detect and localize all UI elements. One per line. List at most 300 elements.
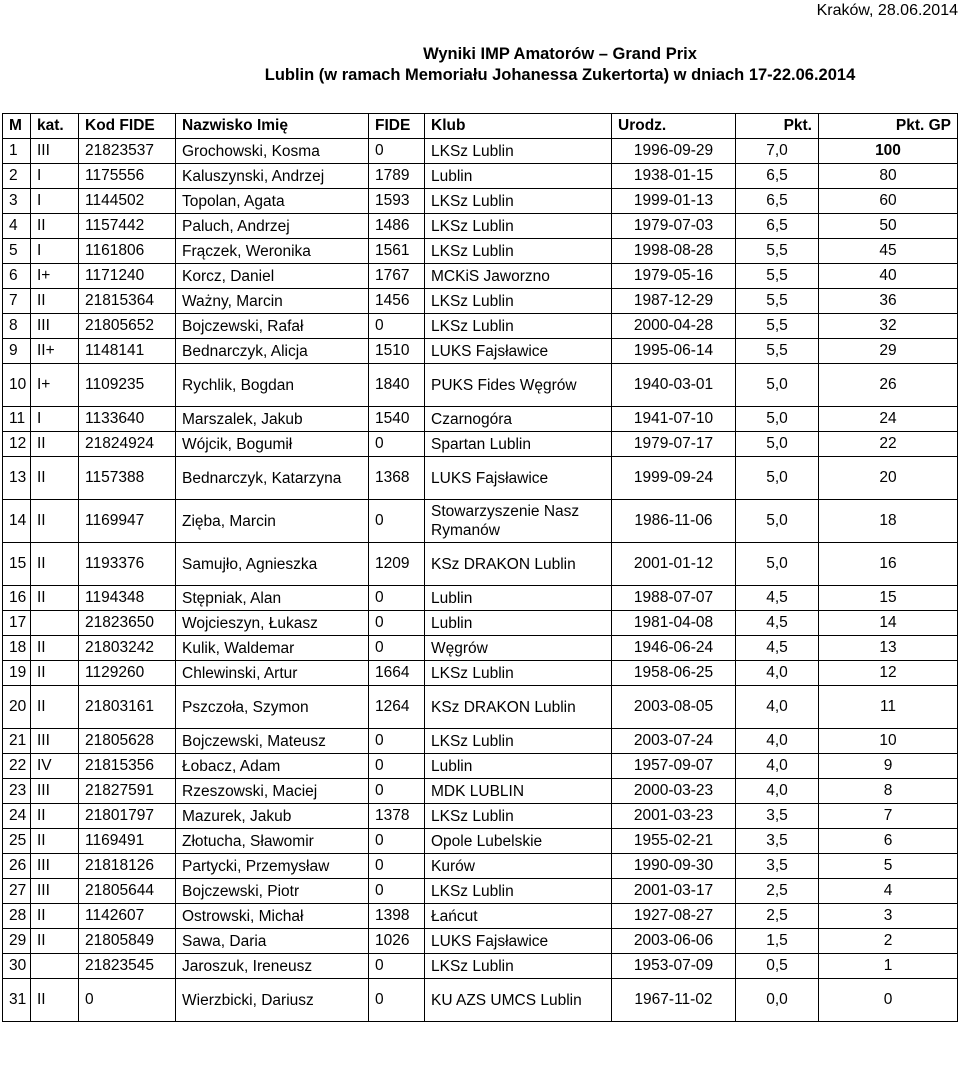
fide-id-cell: 1109235 bbox=[79, 364, 176, 407]
fide-id-cell: 1144502 bbox=[79, 189, 176, 214]
gp-points-cell: 20 bbox=[819, 457, 958, 500]
points-cell: 4,0 bbox=[736, 779, 819, 804]
birth-date-cell: 2001-01-12 bbox=[612, 543, 736, 586]
points-cell: 6,5 bbox=[736, 164, 819, 189]
birth-date-cell: 2003-08-05 bbox=[612, 686, 736, 729]
points-cell: 3,5 bbox=[736, 804, 819, 829]
table-row bbox=[3, 636, 958, 661]
club-cell: LUKS Fajsławice bbox=[425, 457, 612, 500]
fide-rating-cell: 0 bbox=[369, 729, 425, 754]
gp-points-cell: 15 bbox=[819, 586, 958, 611]
category-cell: IV bbox=[31, 754, 79, 779]
place-cell: 24 bbox=[3, 804, 31, 829]
fide-id-cell: 21823650 bbox=[79, 611, 176, 636]
category-cell: II bbox=[31, 457, 79, 500]
name-cell: Frączek, Weronika bbox=[176, 239, 369, 264]
club-cell: Lublin bbox=[425, 754, 612, 779]
club-cell: MDK LUBLIN bbox=[425, 779, 612, 804]
place-cell: 15 bbox=[3, 543, 31, 586]
gp-points-cell: 3 bbox=[819, 904, 958, 929]
fide-rating-cell: 0 bbox=[369, 500, 425, 543]
points-cell: 5,5 bbox=[736, 289, 819, 314]
fide-rating-cell: 1561 bbox=[369, 239, 425, 264]
place-cell: 7 bbox=[3, 289, 31, 314]
category-cell: II bbox=[31, 214, 79, 239]
table-row bbox=[3, 500, 958, 543]
birth-date-cell: 1958-06-25 bbox=[612, 661, 736, 686]
points-cell: 0,5 bbox=[736, 954, 819, 979]
birth-date-cell: 1938-01-15 bbox=[612, 164, 736, 189]
fide-rating-cell: 0 bbox=[369, 139, 425, 164]
points-cell: 2,5 bbox=[736, 879, 819, 904]
table-row bbox=[3, 586, 958, 611]
name-cell: Paluch, Andrzej bbox=[176, 214, 369, 239]
category-cell: II bbox=[31, 636, 79, 661]
header-name: Nazwisko Imię bbox=[176, 114, 369, 139]
club-cell: Opole Lubelskie bbox=[425, 829, 612, 854]
fide-id-cell: 21805628 bbox=[79, 729, 176, 754]
category-cell: I bbox=[31, 189, 79, 214]
fide-id-cell: 21801797 bbox=[79, 804, 176, 829]
category-cell: II bbox=[31, 543, 79, 586]
name-cell: Chlewinski, Artur bbox=[176, 661, 369, 686]
category-cell: II bbox=[31, 289, 79, 314]
table-row bbox=[3, 929, 958, 954]
birth-date-cell: 1927-08-27 bbox=[612, 904, 736, 929]
birth-date-cell: 1987-12-29 bbox=[612, 289, 736, 314]
fide-id-cell: 1161806 bbox=[79, 239, 176, 264]
fide-rating-cell: 0 bbox=[369, 586, 425, 611]
club-cell: LKSz Lublin bbox=[425, 139, 612, 164]
points-cell: 5,0 bbox=[736, 407, 819, 432]
table-row bbox=[3, 189, 958, 214]
place-cell: 8 bbox=[3, 314, 31, 339]
club-cell: LKSz Lublin bbox=[425, 879, 612, 904]
name-cell: Jaroszuk, Ireneusz bbox=[176, 954, 369, 979]
fide-id-cell: 21823537 bbox=[79, 139, 176, 164]
gp-points-cell: 24 bbox=[819, 407, 958, 432]
gp-points-cell: 16 bbox=[819, 543, 958, 586]
fide-rating-cell: 1209 bbox=[369, 543, 425, 586]
place-cell: 9 bbox=[3, 339, 31, 364]
birth-date-cell: 1957-09-07 bbox=[612, 754, 736, 779]
gp-points-cell: 9 bbox=[819, 754, 958, 779]
gp-points-cell: 2 bbox=[819, 929, 958, 954]
name-cell: Ważny, Marcin bbox=[176, 289, 369, 314]
table-row bbox=[3, 686, 958, 729]
category-cell: III bbox=[31, 779, 79, 804]
fide-id-cell: 21805849 bbox=[79, 929, 176, 954]
fide-id-cell: 21805652 bbox=[79, 314, 176, 339]
gp-points-cell: 4 bbox=[819, 879, 958, 904]
gp-points-cell: 100 bbox=[819, 139, 958, 164]
name-cell: Sawa, Daria bbox=[176, 929, 369, 954]
name-cell: Korcz, Daniel bbox=[176, 264, 369, 289]
table-row bbox=[3, 754, 958, 779]
gp-points-cell: 7 bbox=[819, 804, 958, 829]
table-row bbox=[3, 904, 958, 929]
gp-points-cell: 18 bbox=[819, 500, 958, 543]
table-row bbox=[3, 829, 958, 854]
name-cell: Topolan, Agata bbox=[176, 189, 369, 214]
place-cell: 12 bbox=[3, 432, 31, 457]
fide-id-cell: 21803161 bbox=[79, 686, 176, 729]
fide-rating-cell: 0 bbox=[369, 879, 425, 904]
fide-id-cell: 1171240 bbox=[79, 264, 176, 289]
birth-date-cell: 1967-11-02 bbox=[612, 979, 736, 1022]
gp-points-cell: 22 bbox=[819, 432, 958, 457]
birth-date-cell: 1996-09-29 bbox=[612, 139, 736, 164]
points-cell: 5,5 bbox=[736, 239, 819, 264]
place-cell: 11 bbox=[3, 407, 31, 432]
club-cell: LUKS Fajsławice bbox=[425, 929, 612, 954]
place-cell: 22 bbox=[3, 754, 31, 779]
name-cell: Marszalek, Jakub bbox=[176, 407, 369, 432]
fide-id-cell: 21818126 bbox=[79, 854, 176, 879]
club-cell: KSz DRAKON Lublin bbox=[425, 543, 612, 586]
table-row bbox=[3, 804, 958, 829]
fide-id-cell: 1169491 bbox=[79, 829, 176, 854]
fide-rating-cell: 1026 bbox=[369, 929, 425, 954]
fide-rating-cell: 0 bbox=[369, 314, 425, 339]
birth-date-cell: 1995-06-14 bbox=[612, 339, 736, 364]
birth-date-cell: 1988-07-07 bbox=[612, 586, 736, 611]
birth-date-cell: 1946-06-24 bbox=[612, 636, 736, 661]
category-cell: II bbox=[31, 500, 79, 543]
birth-date-cell: 1979-07-17 bbox=[612, 432, 736, 457]
club-cell: LKSz Lublin bbox=[425, 729, 612, 754]
points-cell: 7,0 bbox=[736, 139, 819, 164]
gp-points-cell: 6 bbox=[819, 829, 958, 854]
place-cell: 27 bbox=[3, 879, 31, 904]
category-cell: III bbox=[31, 139, 79, 164]
table-row bbox=[3, 854, 958, 879]
place-cell: 19 bbox=[3, 661, 31, 686]
fide-rating-cell: 0 bbox=[369, 432, 425, 457]
fide-rating-cell: 1368 bbox=[369, 457, 425, 500]
place-cell: 5 bbox=[3, 239, 31, 264]
category-cell: I+ bbox=[31, 364, 79, 407]
category-cell: II bbox=[31, 686, 79, 729]
fide-id-cell: 1157388 bbox=[79, 457, 176, 500]
place-cell: 30 bbox=[3, 954, 31, 979]
gp-points-cell: 26 bbox=[819, 364, 958, 407]
header-row bbox=[3, 114, 958, 139]
points-cell: 5,0 bbox=[736, 457, 819, 500]
club-cell: Węgrów bbox=[425, 636, 612, 661]
name-cell: Rychlik, Bogdan bbox=[176, 364, 369, 407]
title-line-1: Wyniki IMP Amatorów – Grand Prix bbox=[423, 45, 697, 63]
fide-rating-cell: 1664 bbox=[369, 661, 425, 686]
header-fide-id: Kod FIDE bbox=[79, 114, 176, 139]
name-cell: Kulik, Waldemar bbox=[176, 636, 369, 661]
points-cell: 3,5 bbox=[736, 854, 819, 879]
place-cell: 6 bbox=[3, 264, 31, 289]
points-cell: 4,0 bbox=[736, 729, 819, 754]
club-cell: Lublin bbox=[425, 611, 612, 636]
gp-points-cell: 80 bbox=[819, 164, 958, 189]
place-cell: 17 bbox=[3, 611, 31, 636]
table-row bbox=[3, 264, 958, 289]
name-cell: Rzeszowski, Maciej bbox=[176, 779, 369, 804]
header-club: Klub bbox=[425, 114, 612, 139]
name-cell: Łobacz, Adam bbox=[176, 754, 369, 779]
fide-id-cell: 21803242 bbox=[79, 636, 176, 661]
gp-points-cell: 11 bbox=[819, 686, 958, 729]
gp-points-cell: 40 bbox=[819, 264, 958, 289]
fide-id-cell: 1142607 bbox=[79, 904, 176, 929]
name-cell: Wierzbicki, Dariusz bbox=[176, 979, 369, 1022]
fide-rating-cell: 1540 bbox=[369, 407, 425, 432]
fide-id-cell: 1133640 bbox=[79, 407, 176, 432]
category-cell: II bbox=[31, 804, 79, 829]
birth-date-cell: 2003-07-24 bbox=[612, 729, 736, 754]
place-cell: 10 bbox=[3, 364, 31, 407]
name-cell: Ostrowski, Michał bbox=[176, 904, 369, 929]
table-row bbox=[3, 314, 958, 339]
table-row bbox=[3, 407, 958, 432]
name-cell: Bednarczyk, Katarzyna bbox=[176, 457, 369, 500]
gp-points-cell: 60 bbox=[819, 189, 958, 214]
birth-date-cell: 2000-04-28 bbox=[612, 314, 736, 339]
club-cell: LKSz Lublin bbox=[425, 214, 612, 239]
fide-rating-cell: 1486 bbox=[369, 214, 425, 239]
header-birth-date: Urodz. bbox=[612, 114, 736, 139]
points-cell: 5,5 bbox=[736, 314, 819, 339]
category-cell bbox=[31, 611, 79, 636]
points-cell: 4,5 bbox=[736, 586, 819, 611]
club-cell: Spartan Lublin bbox=[425, 432, 612, 457]
table-row bbox=[3, 729, 958, 754]
gp-points-cell: 10 bbox=[819, 729, 958, 754]
table-row bbox=[3, 779, 958, 804]
name-cell: Kaluszynski, Andrzej bbox=[176, 164, 369, 189]
fide-rating-cell: 0 bbox=[369, 611, 425, 636]
name-cell: Samujło, Agnieszka bbox=[176, 543, 369, 586]
birth-date-cell: 1986-11-06 bbox=[612, 500, 736, 543]
fide-id-cell: 21805644 bbox=[79, 879, 176, 904]
club-cell: KU AZS UMCS Lublin bbox=[425, 979, 612, 1022]
header-category: kat. bbox=[31, 114, 79, 139]
results-table bbox=[2, 113, 958, 1022]
name-cell: Bojczewski, Piotr bbox=[176, 879, 369, 904]
points-cell: 5,0 bbox=[736, 432, 819, 457]
category-cell: II bbox=[31, 929, 79, 954]
category-cell: II bbox=[31, 586, 79, 611]
header-points: Pkt. bbox=[736, 114, 819, 139]
gp-points-cell: 32 bbox=[819, 314, 958, 339]
points-cell: 6,5 bbox=[736, 214, 819, 239]
category-cell: I bbox=[31, 239, 79, 264]
table-row bbox=[3, 661, 958, 686]
points-cell: 3,5 bbox=[736, 829, 819, 854]
club-cell: Kurów bbox=[425, 854, 612, 879]
header-place: M bbox=[3, 114, 31, 139]
fide-id-cell: 21815356 bbox=[79, 754, 176, 779]
gp-points-cell: 45 bbox=[819, 239, 958, 264]
table-row bbox=[3, 543, 958, 586]
gp-points-cell: 29 bbox=[819, 339, 958, 364]
category-cell: II+ bbox=[31, 339, 79, 364]
results-body bbox=[3, 139, 958, 1022]
place-cell: 1 bbox=[3, 139, 31, 164]
club-cell: Łańcut bbox=[425, 904, 612, 929]
table-row bbox=[3, 457, 958, 500]
fide-rating-cell: 1398 bbox=[369, 904, 425, 929]
place-cell: 18 bbox=[3, 636, 31, 661]
points-cell: 4,0 bbox=[736, 661, 819, 686]
fide-rating-cell: 0 bbox=[369, 829, 425, 854]
birth-date-cell: 1940-03-01 bbox=[612, 364, 736, 407]
place-cell: 14 bbox=[3, 500, 31, 543]
birth-date-cell: 2001-03-23 bbox=[612, 804, 736, 829]
table-row bbox=[3, 611, 958, 636]
fide-rating-cell: 1789 bbox=[369, 164, 425, 189]
birth-date-cell: 1979-05-16 bbox=[612, 264, 736, 289]
table-row bbox=[3, 432, 958, 457]
table-row bbox=[3, 239, 958, 264]
table-row bbox=[3, 364, 958, 407]
points-cell: 0,0 bbox=[736, 979, 819, 1022]
gp-points-cell: 14 bbox=[819, 611, 958, 636]
table-row bbox=[3, 339, 958, 364]
category-cell: II bbox=[31, 661, 79, 686]
fide-rating-cell: 0 bbox=[369, 954, 425, 979]
points-cell: 5,0 bbox=[736, 364, 819, 407]
place-cell: 21 bbox=[3, 729, 31, 754]
gp-points-cell: 1 bbox=[819, 954, 958, 979]
category-cell: III bbox=[31, 879, 79, 904]
place-cell: 13 bbox=[3, 457, 31, 500]
fide-id-cell: 0 bbox=[79, 979, 176, 1022]
birth-date-cell: 1941-07-10 bbox=[612, 407, 736, 432]
place-date: Kraków, 28.06.2014 bbox=[816, 2, 958, 19]
name-cell: Partycki, Przemysław bbox=[176, 854, 369, 879]
table-row bbox=[3, 879, 958, 904]
fide-rating-cell: 1767 bbox=[369, 264, 425, 289]
club-cell: LKSz Lublin bbox=[425, 661, 612, 686]
club-cell: LKSz Lublin bbox=[425, 189, 612, 214]
table-row bbox=[3, 214, 958, 239]
table-row bbox=[3, 954, 958, 979]
birth-date-cell: 2000-03-23 bbox=[612, 779, 736, 804]
gp-points-cell: 36 bbox=[819, 289, 958, 314]
points-cell: 4,5 bbox=[736, 611, 819, 636]
fide-rating-cell: 1456 bbox=[369, 289, 425, 314]
category-cell: III bbox=[31, 854, 79, 879]
fide-id-cell: 1193376 bbox=[79, 543, 176, 586]
place-cell: 29 bbox=[3, 929, 31, 954]
name-cell: Zięba, Marcin bbox=[176, 500, 369, 543]
points-cell: 4,0 bbox=[736, 754, 819, 779]
fide-id-cell: 21824924 bbox=[79, 432, 176, 457]
club-cell: LKSz Lublin bbox=[425, 289, 612, 314]
place-cell: 26 bbox=[3, 854, 31, 879]
gp-points-cell: 13 bbox=[819, 636, 958, 661]
fide-rating-cell: 0 bbox=[369, 779, 425, 804]
points-cell: 4,5 bbox=[736, 636, 819, 661]
club-cell: Stowarzyszenie Nasz Rymanów bbox=[425, 500, 612, 543]
place-cell: 28 bbox=[3, 904, 31, 929]
name-cell: Wójcik, Bogumił bbox=[176, 432, 369, 457]
club-cell: Czarnogóra bbox=[425, 407, 612, 432]
name-cell: Bojczewski, Rafał bbox=[176, 314, 369, 339]
gp-points-cell: 12 bbox=[819, 661, 958, 686]
gp-points-cell: 5 bbox=[819, 854, 958, 879]
birth-date-cell: 1953-07-09 bbox=[612, 954, 736, 979]
name-cell: Bednarczyk, Alicja bbox=[176, 339, 369, 364]
club-cell: Lublin bbox=[425, 164, 612, 189]
category-cell: I+ bbox=[31, 264, 79, 289]
points-cell: 6,5 bbox=[736, 189, 819, 214]
place-cell: 4 bbox=[3, 214, 31, 239]
place-cell: 16 bbox=[3, 586, 31, 611]
fide-id-cell: 1194348 bbox=[79, 586, 176, 611]
fide-rating-cell: 0 bbox=[369, 636, 425, 661]
fide-rating-cell: 1378 bbox=[369, 804, 425, 829]
name-cell: Grochowski, Kosma bbox=[176, 139, 369, 164]
name-cell: Mazurek, Jakub bbox=[176, 804, 369, 829]
title-block bbox=[0, 44, 960, 86]
table-row bbox=[3, 289, 958, 314]
category-cell: III bbox=[31, 314, 79, 339]
header-gp-points: Pkt. GP bbox=[819, 114, 958, 139]
points-cell: 1,5 bbox=[736, 929, 819, 954]
points-cell: 4,0 bbox=[736, 686, 819, 729]
fide-id-cell: 1157442 bbox=[79, 214, 176, 239]
table-row bbox=[3, 139, 958, 164]
birth-date-cell: 1979-07-03 bbox=[612, 214, 736, 239]
place-cell: 20 bbox=[3, 686, 31, 729]
fide-rating-cell: 0 bbox=[369, 854, 425, 879]
table-row bbox=[3, 164, 958, 189]
club-cell: Lublin bbox=[425, 586, 612, 611]
birth-date-cell: 1990-09-30 bbox=[612, 854, 736, 879]
club-cell: PUKS Fides Węgrów bbox=[425, 364, 612, 407]
club-cell: LKSz Lublin bbox=[425, 239, 612, 264]
birth-date-cell: 1955-02-21 bbox=[612, 829, 736, 854]
points-cell: 5,0 bbox=[736, 500, 819, 543]
points-cell: 2,5 bbox=[736, 904, 819, 929]
birth-date-cell: 1998-08-28 bbox=[612, 239, 736, 264]
name-cell: Bojczewski, Mateusz bbox=[176, 729, 369, 754]
birth-date-cell: 1999-09-24 bbox=[612, 457, 736, 500]
place-cell: 2 bbox=[3, 164, 31, 189]
name-cell: Wojcieszyn, Łukasz bbox=[176, 611, 369, 636]
club-cell: LUKS Fajsławice bbox=[425, 339, 612, 364]
fide-rating-cell: 1840 bbox=[369, 364, 425, 407]
place-cell: 25 bbox=[3, 829, 31, 854]
place-cell: 23 bbox=[3, 779, 31, 804]
fide-rating-cell: 0 bbox=[369, 979, 425, 1022]
place-cell: 31 bbox=[3, 979, 31, 1022]
points-cell: 5,0 bbox=[736, 543, 819, 586]
club-cell: LKSz Lublin bbox=[425, 954, 612, 979]
place-cell: 3 bbox=[3, 189, 31, 214]
club-cell: KSz DRAKON Lublin bbox=[425, 686, 612, 729]
fide-id-cell: 1148141 bbox=[79, 339, 176, 364]
category-cell: I bbox=[31, 407, 79, 432]
category-cell: II bbox=[31, 829, 79, 854]
name-cell: Złotucha, Sławomir bbox=[176, 829, 369, 854]
points-cell: 5,5 bbox=[736, 264, 819, 289]
title-line-2: Lublin (w ramach Memoriału Johanessa Zukertorta) w dniach 17-22.06.2014 bbox=[264, 66, 856, 84]
club-cell: LKSz Lublin bbox=[425, 804, 612, 829]
points-cell: 5,5 bbox=[736, 339, 819, 364]
category-cell: II bbox=[31, 432, 79, 457]
fide-rating-cell: 1593 bbox=[369, 189, 425, 214]
fide-id-cell: 21823545 bbox=[79, 954, 176, 979]
